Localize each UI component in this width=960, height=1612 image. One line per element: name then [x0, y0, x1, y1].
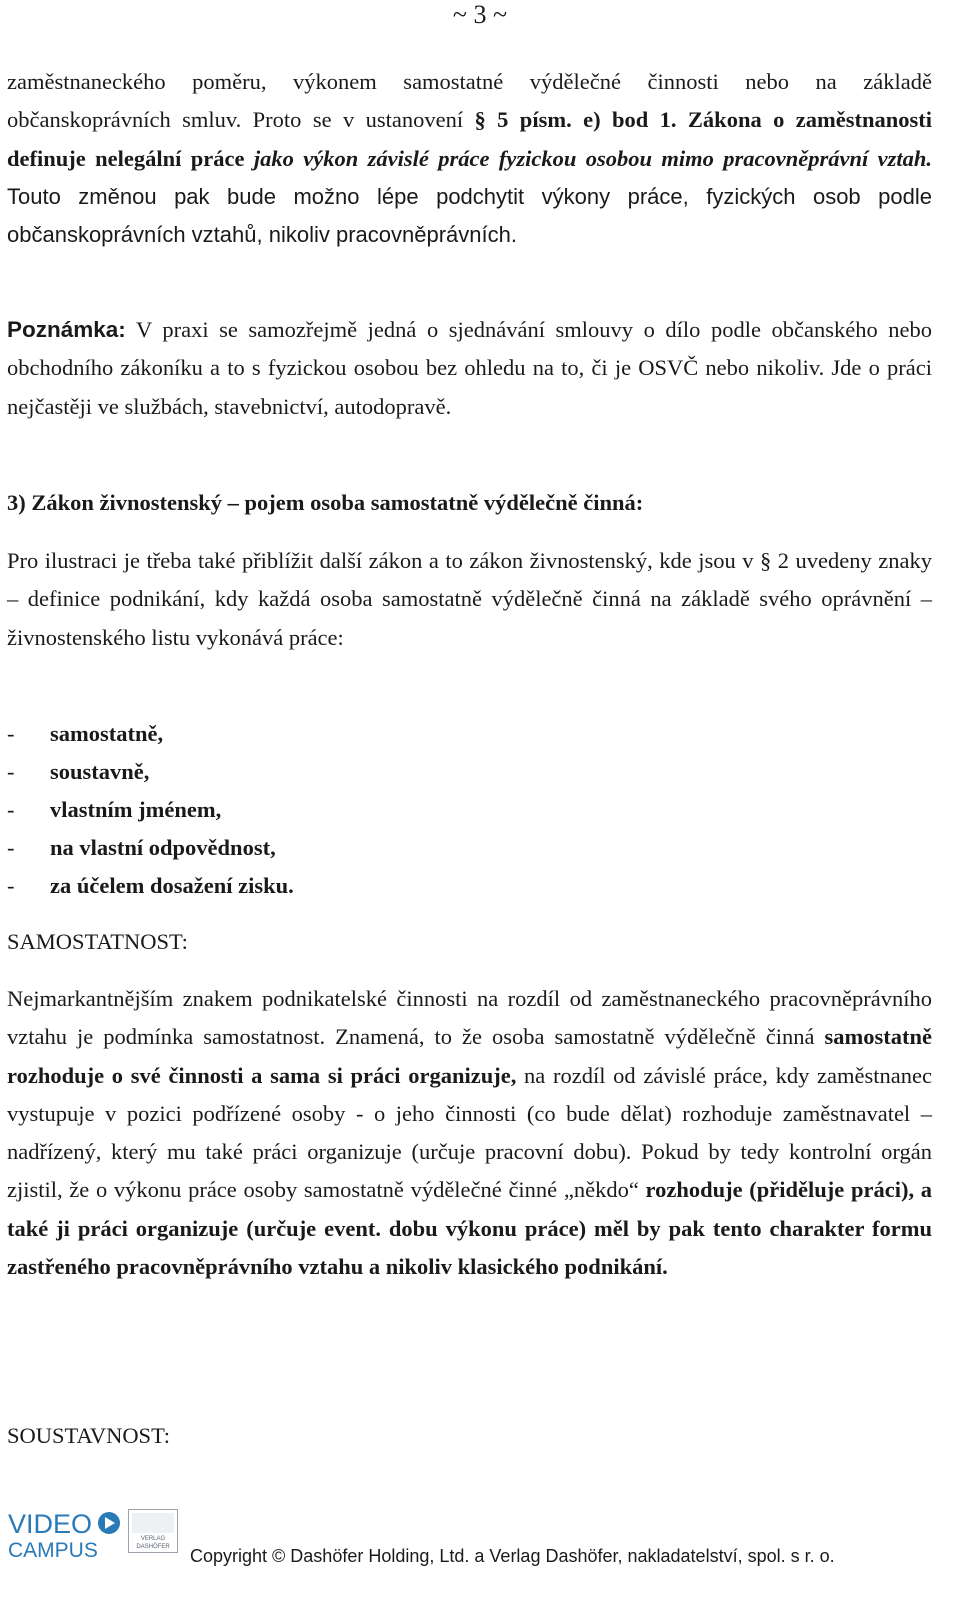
- note-paragraph: [7, 311, 932, 426]
- samostatnost-paragraph: Nejmarkantnějším znakem podnikatelské činnosti na rozdíl od zaměstnaneckého pracovněprávního vztahu je podmínka samostatnost. Znamená, to že osoba samostatně výdělečně činná samostatně rozhoduje o své činnosti a sama si práci organizuje, na rozdíl od závislé práce, kdy zaměstnanec vystupuje v pozici podřízené osoby - o jeho činnosti (co bude dělat) rozhoduje zaměstnavatel – nadřízený, který mu také práci organizuje (určuje pracovní dobu). Pokud by tedy kontrolní orgán zjistil, že o výkonu práce osoby samostatně výdělečné činné „někdo“ rozhoduje (přiděluje práci), a také ji práci organizuje (určuje event. dobu výkonu práce) měl by pak tento charakter formu zastřeného pracovněprávního vztahu a nikoliv klasického podnikání.: [7, 986, 932, 1280]
- verlag-label: VERLAG: [140, 1536, 166, 1542]
- samostatnost-emphasis-2: rozhoduje (přiděluje práci), a také ji práci organizuje (určuje event. dobu výkonu práce) měl by pak tento charakter formu zastřeného pracovněprávního vztahu a nikoliv klasického podnikání.: [7, 1177, 932, 1280]
- logo-line-video: VIDEO: [8, 1509, 93, 1539]
- section-heading: 3) Zákon živnostenský – pojem osoba samostatně výdělečně činná:: [7, 490, 644, 515]
- list-item: - vlastním jménem,: [7, 797, 222, 822]
- soustavnost-heading: SOUSTAVNOST:: [7, 1423, 170, 1448]
- page-number: ~ 3 ~: [452, 0, 508, 29]
- note-label: Poznámka:: [7, 317, 126, 342]
- dashofer-label: DASHÖFER: [136, 1544, 170, 1550]
- samostatnost-emphasis-1: samostatně rozhoduje o své činnosti a sama si práci organizuje,: [7, 1024, 932, 1088]
- paragraph-intro: [7, 63, 932, 254]
- list-item: - za účelem dosažení zisku.: [7, 873, 294, 898]
- definition-emphasis: jako výkon závislé práce fyzickou osobou mimo pracovněprávní vztah.: [253, 145, 932, 171]
- page-footer: [0, 1505, 960, 1612]
- list-item: - soustavně,: [7, 759, 150, 784]
- paragraph-intro-text: zaměstnaneckého poměru, výkonem samostatné výdělečné činnosti nebo na základě občanskoprávních smluv. Proto se v ustanovení: [7, 69, 932, 133]
- paragraph-intro-continuation: Touto změnou pak bude možno lépe podchytit výkony práce, fyzických osob podle občanskoprávních vztahů, nikoliv pracovněprávních.: [7, 183, 932, 248]
- characteristics-list: [7, 715, 294, 905]
- note-text: V praxi se samozřejmě jedná o sjednávání smlouvy o dílo podle občanského nebo obchodního zákoníku a to s fyzickou osobou bez ohledu na to, či je OSVČ nebo nikoliv. Jde o práci nejčastěji ve službách, stavebnictví, autodopravě.: [7, 317, 932, 419]
- section-intro: Pro ilustraci je třeba také přiblížit další zákon a to zákon živnostenský, kde jsou v § 2 uvedeny znaky – definice podnikání, kdy každá osoba samostatně výdělečně činná na základě svého oprávnění – živnostenského listu vykonává práce:: [7, 548, 932, 650]
- law-reference: § 5 písm. e) bod 1. Zákona o zaměstnanosti definuje nelegální práce: [7, 107, 932, 171]
- copyright-notice: Copyright © Dashöfer Holding, Ltd. a Verlag Dashöfer, nakladatelství, spol. s r. o.: [190, 1546, 835, 1566]
- list-item: - samostatně,: [7, 721, 164, 746]
- verlag-dashofer-logo: [128, 1509, 178, 1553]
- list-item: - na vlastní odpovědnost,: [7, 835, 276, 860]
- samostatnost-heading: SAMOSTATNOST:: [7, 929, 188, 954]
- videocampus-logo: [6, 1505, 126, 1565]
- logo-line-campus: CAMPUS: [8, 1539, 98, 1562]
